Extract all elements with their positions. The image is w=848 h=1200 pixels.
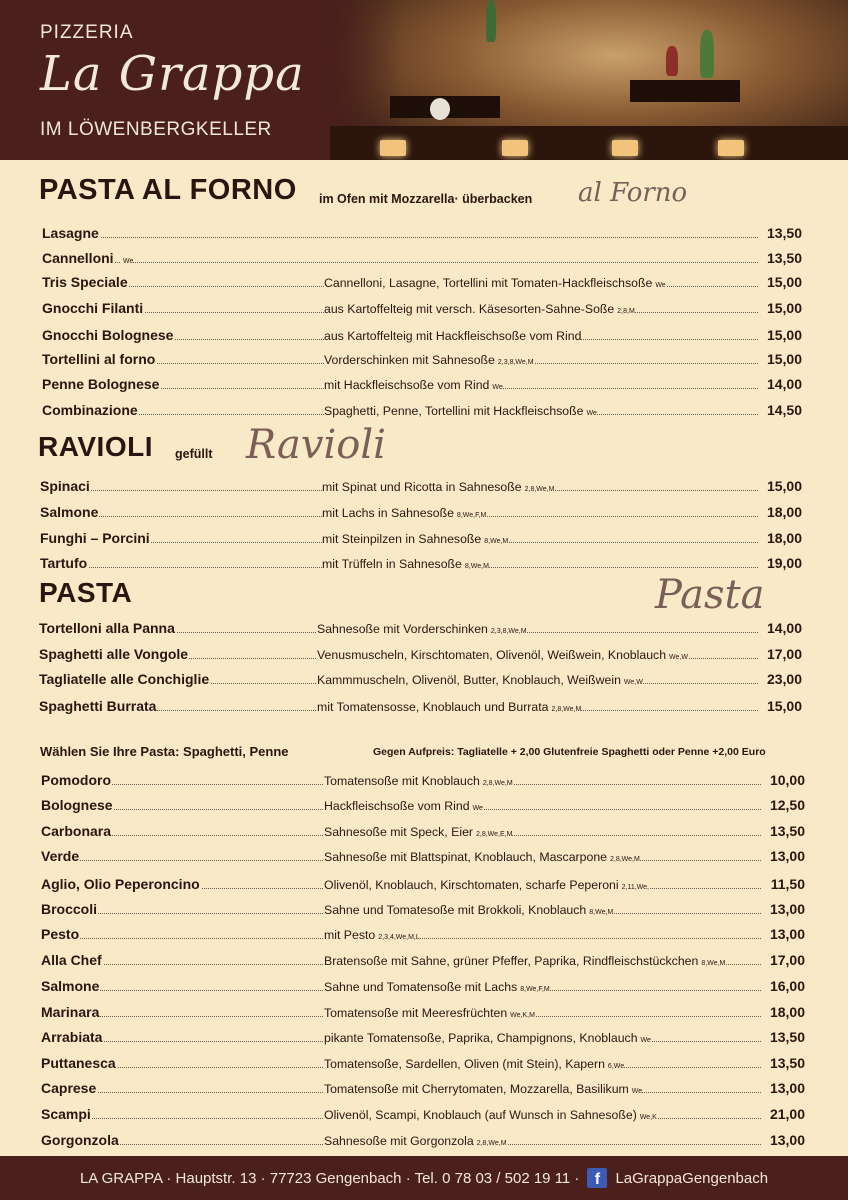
description-text: Venusmuscheln, Kirschtomaten, Olivenöl, Weißwein, Knoblauch: [317, 648, 667, 662]
menu-item: [39, 697, 802, 717]
description-text: Olivenöl, Knoblauch, Kirschtomaten, scharfe Peperoni: [324, 878, 619, 892]
menu-item-description: [324, 903, 613, 917]
allergen-codes: 8,We,F,M: [520, 986, 550, 993]
menu-item-name: Lasagne: [42, 225, 99, 241]
menu-item-name: Aglio, Olio Peperoncino: [41, 876, 200, 892]
allergen-codes: We: [640, 1037, 651, 1044]
description-text: Hackfleischsoße vom Rind: [324, 799, 470, 813]
pasta-choice-label: Wählen Sie Ihre Pasta: Spaghetti, Penne: [40, 744, 289, 759]
script-ravioli: Ravioli: [246, 422, 386, 468]
menu-item-price: 13,00: [769, 901, 805, 917]
description-text: Sahnesoße mit Blattspinat, Knoblauch, Mascarpone: [324, 850, 607, 864]
allergen-codes: 2,8,We,E,M: [476, 831, 513, 838]
menu-item-name: Salmone: [41, 978, 100, 994]
menu-item-description: [324, 353, 534, 367]
allergen-codes: We: [586, 410, 597, 417]
menu-item: [41, 925, 805, 945]
menu-item-price: 21,00: [769, 1106, 805, 1122]
menu-item-name: Carbonara: [41, 823, 112, 839]
menu-item: [39, 619, 802, 639]
menu-item-description: [317, 673, 643, 687]
description-text: mit Pesto: [324, 928, 376, 942]
description-text: Tomatensoße mit Knoblauch: [324, 774, 480, 788]
menu-item-price: 14,50: [766, 402, 802, 418]
menu-item-description: [324, 850, 640, 864]
description-text: Spaghetti, Penne, Tortellini mit Hackfleischsoße: [324, 404, 584, 418]
menu-item: [41, 900, 805, 920]
menu-item-description: [324, 774, 513, 788]
section-subtitle-ravioli: gefüllt: [175, 447, 213, 461]
section-title-pasta: PASTA: [39, 577, 133, 608]
menu-item-name: Gorgonzola: [41, 1132, 119, 1148]
menu-item-price: 23,00: [766, 671, 802, 687]
menu-item-description: [324, 928, 420, 942]
menu-item-name: Spaghetti alle Vongole: [39, 646, 189, 662]
allergen-codes: We,W: [669, 654, 688, 661]
allergen-codes: 2,11,We,: [621, 884, 649, 891]
menu-item-description: [324, 1134, 507, 1148]
description-text: Sahne und Tomatesoße mit Brokkoli, Knoblauch: [324, 903, 587, 917]
menu-item: [41, 977, 805, 997]
menu-item: [41, 1105, 805, 1125]
menu-item-name: Pesto: [41, 926, 80, 942]
allergen-codes: 2,8,We,M: [524, 486, 555, 493]
menu-item: [41, 1054, 805, 1074]
allergen-codes: 8,We,F,M: [456, 512, 487, 519]
menu-item-price: 13,50: [769, 1055, 805, 1071]
allergen-codes: 2,3,8,We,M: [490, 628, 527, 635]
menu-item-price: 14,00: [766, 620, 802, 636]
description-text: mit Hackfleischsoße vom Rind: [324, 378, 490, 392]
menu-item: [41, 796, 805, 816]
menu-item: [41, 1028, 805, 1048]
menu-item-description: [322, 506, 486, 520]
menu-item: [40, 529, 802, 549]
description-text: mit Trüffeln in Sahnesoße: [322, 557, 462, 571]
menu-item: [42, 401, 802, 421]
section-subtitle-forno: im Ofen mit Mozzarella· überbacken: [319, 192, 533, 206]
menu-item-price: 15,00: [766, 300, 802, 316]
menu-item-price: 12,50: [769, 797, 805, 813]
menu-item-description: [324, 1108, 657, 1122]
menu-item-price: 13,00: [769, 848, 805, 864]
menu-item-price: 10,00: [769, 772, 805, 788]
leader-dots: [42, 262, 758, 263]
allergen-codes: We: [123, 258, 134, 265]
menu-item-price: 15,00: [766, 327, 802, 343]
description-text: Tomatensoße, Sardellen, Oliven (mit Stein), Kapern: [324, 1057, 605, 1071]
menu-item-description: [322, 480, 554, 494]
menu-item-description: [324, 1031, 651, 1045]
allergen-codes: 8,We,M: [701, 960, 726, 967]
description-text: Vorderschinken mit Sahnesoße: [324, 353, 495, 367]
menu-item: [41, 1079, 805, 1099]
menu-item-price: 17,00: [766, 646, 802, 662]
description-text: Sahnesoße mit Vorderschinken: [317, 622, 488, 636]
menu-item-name: Tortellini al forno: [42, 351, 156, 367]
menu-item-description: [322, 532, 508, 546]
allergen-codes: We: [492, 384, 503, 391]
leader-dots: [42, 237, 758, 238]
menu-item-description: [324, 954, 725, 968]
section-title-forno: PASTA AL FORNO: [39, 174, 297, 206]
menu-item-name: Spaghetti Burrata: [39, 698, 157, 714]
menu-item-name: Verde: [41, 848, 80, 864]
menu-item-description: [324, 1006, 535, 1020]
menu-item-name: Gnocchi Bolognese: [42, 327, 174, 343]
menu-item-price: 14,00: [766, 376, 802, 392]
menu-item-name: Combinazione: [42, 402, 138, 418]
allergen-codes: 2,8,M: [617, 308, 635, 315]
menu-item-price: 13,50: [769, 1029, 805, 1045]
menu-item-description: [322, 557, 489, 571]
facebook-icon[interactable]: f: [587, 1168, 607, 1188]
menu-item-name: Cannelloni: [42, 250, 114, 266]
menu-item: [41, 822, 805, 842]
menu-item-description: [324, 302, 635, 316]
menu-item-description: [324, 1057, 624, 1071]
menu-item-price: 15,00: [766, 351, 802, 367]
menu-item-price: 13,50: [769, 823, 805, 839]
menu-item-description: [324, 799, 483, 813]
menu-item-name: Scampi: [41, 1106, 91, 1122]
menu-item: [42, 375, 802, 395]
menu-item-name: Caprese: [41, 1080, 97, 1096]
menu-item-name: Tris Speciale: [42, 274, 128, 290]
surcharge-note: Gegen Aufpreis: Tagliatelle + 2,00 Glutenfreie Spaghetti oder Penne +2,00 Euro: [373, 746, 766, 758]
menu-item-name: Puttanesca: [41, 1055, 116, 1071]
description-text: Sahnesoße mit Gorgonzola: [324, 1134, 474, 1148]
allergen-codes: 6,We: [607, 1063, 625, 1070]
menu-item-description: [120, 252, 133, 266]
menu-item: [42, 326, 802, 346]
menu-item-price: 15,00: [766, 478, 802, 494]
menu-item-description: [317, 700, 581, 714]
footer-bar: [0, 1156, 848, 1200]
menu-item-description: [324, 404, 597, 418]
menu-item-price: 18,00: [766, 530, 802, 546]
menu-item-name: Penne Bolognese: [42, 376, 160, 392]
menu-item-price: 13,00: [769, 1132, 805, 1148]
allergen-codes: We,W: [623, 679, 643, 686]
menu-item-description: [324, 378, 503, 392]
menu-item: [41, 951, 805, 971]
menu-item: [41, 1131, 805, 1151]
description-text: aus Kartoffelteig mit versch. Käsesorten-Sahne-Soße: [324, 302, 615, 316]
menu-item-name: Broccoli: [41, 901, 98, 917]
menu-item: [42, 299, 802, 319]
description-text: pikante Tomatensoße, Paprika, Champignons, Knoblauch: [324, 1031, 638, 1045]
menu-item-price: 13,50: [766, 250, 802, 266]
menu-item-name: Arrabiata: [41, 1029, 103, 1045]
section-title-ravioli: RAVIOLI: [38, 431, 153, 462]
menu-item-name: Spinaci: [40, 478, 90, 494]
allergen-codes: We: [655, 282, 666, 289]
menu-item-price: 15,00: [766, 698, 802, 714]
description-text: mit Tomatensosse, Knoblauch und Burrata: [317, 700, 549, 714]
menu-item-name: Funghi – Porcini: [40, 530, 150, 546]
menu-item-price: 17,00: [769, 952, 805, 968]
menu-item-name: Pomodoro: [41, 772, 111, 788]
menu-item-name: Gnocchi Filanti: [42, 300, 144, 316]
menu-item-description: [324, 878, 649, 892]
menu-item-name: Tortelloni alla Panna: [39, 620, 175, 636]
menu-item-name: Marinara: [41, 1004, 100, 1020]
brand-logo: La Grappa: [40, 46, 305, 102]
description-text: mit Spinat und Ricotta in Sahnesoße: [322, 480, 522, 494]
menu-item: [40, 477, 802, 497]
allergen-codes: 2,8,We,M: [482, 780, 513, 787]
menu-item: [42, 224, 802, 244]
menu-item-name: Bolognese: [41, 797, 113, 813]
description-text: Sahne und Tomatensoße mit Lachs: [324, 980, 518, 994]
description-text: Olivenöl, Scampi, Knoblauch (auf Wunsch in Sahnesoße): [324, 1108, 637, 1122]
allergen-codes: 8,We,M: [484, 538, 509, 545]
description-text: Kammmuscheln, Olivenöl, Butter, Knoblauch, Weißwein: [317, 673, 621, 687]
allergen-codes: 2,3,4,We,M,L: [378, 934, 420, 941]
menu-item: [41, 1003, 805, 1023]
menu-item-price: 15,00: [766, 274, 802, 290]
menu-item-description: [317, 622, 527, 636]
menu-item-description: [317, 648, 688, 662]
menu-item: [42, 273, 802, 293]
allergen-codes: 2,3,8,We,M: [497, 359, 534, 366]
footer-address: LA GRAPPA · Hauptstr. 13 · 77723 Gengenbach · Tel. 0 78 03 / 502 19 11 ·: [79, 1169, 580, 1187]
menu-item-price: 11,50: [770, 876, 805, 892]
menu-item-name: Tagliatelle alle Conchiglie: [39, 671, 210, 687]
menu-item-price: 16,00: [769, 978, 805, 994]
header-banner: [0, 0, 848, 160]
brand-subtitle: IM LÖWENBERGKELLER: [40, 119, 272, 140]
menu-item-description: [324, 329, 581, 343]
allergen-codes: 2,8,We,M: [551, 706, 582, 713]
menu-item: [41, 875, 805, 895]
menu-item-description: [324, 1082, 642, 1096]
menu-item-price: 13,50: [766, 225, 802, 241]
menu-item-price: 19,00: [766, 555, 802, 571]
menu-item-description: [324, 276, 666, 290]
menu-item-price: 13,00: [769, 926, 805, 942]
allergen-codes: 8,We,M: [589, 909, 614, 916]
description-text: Bratensoße mit Sahne, grüner Pfeffer, Paprika, Rindfleischstückchen: [324, 954, 699, 968]
description-text: Cannelloni, Lasagne, Tortellini mit Tomaten-Hackfleischsoße: [324, 276, 653, 290]
menu-item-name: Salmone: [40, 504, 99, 520]
menu-item-description: [324, 825, 512, 839]
brand-pizzeria: PIZZERIA: [40, 22, 134, 43]
description-text: mit Steinpilzen in Sahnesoße: [322, 532, 482, 546]
description-text: Tomatensoße mit Meeresfrüchten: [324, 1006, 508, 1020]
allergen-codes: We,K: [639, 1114, 657, 1121]
menu-item: [41, 847, 805, 867]
menu-item-name: Alla Chef: [41, 952, 102, 968]
script-al-forno: al Forno: [578, 178, 688, 208]
allergen-codes: 8,We,M: [464, 563, 489, 570]
menu-item: [39, 645, 802, 665]
description-text: Sahnesoße mit Speck, Eier: [324, 825, 473, 839]
allergen-codes: 2,8,We,M: [476, 1140, 507, 1147]
menu-item-price: 13,00: [769, 1080, 805, 1096]
script-pasta: Pasta: [655, 572, 765, 618]
restaurant-photo: [330, 0, 848, 160]
menu-item-description: [324, 980, 550, 994]
description-text: mit Lachs in Sahnesoße: [322, 506, 454, 520]
menu-item: [42, 350, 802, 370]
menu-item: [41, 771, 805, 791]
facebook-link[interactable]: LaGrappaGengenbach: [615, 1169, 769, 1187]
menu-item-price: 18,00: [766, 504, 802, 520]
allergen-codes: We: [631, 1088, 643, 1095]
menu-item-price: 18,00: [769, 1004, 805, 1020]
description-text: aus Kartoffelteig mit Hackfleischsoße vom Rind: [324, 329, 582, 343]
menu-item: [40, 554, 802, 574]
menu-item-name: Tartufo: [40, 555, 88, 571]
allergen-codes: We,K,M: [510, 1012, 535, 1019]
description-text: Tomatensoße mit Cherrytomaten, Mozzarella, Basilikum: [324, 1082, 629, 1096]
menu-item: [40, 503, 802, 523]
allergen-codes: 2,8,We,M: [610, 856, 640, 863]
allergen-codes: We: [472, 805, 483, 812]
menu-item: [42, 249, 802, 269]
menu-item: [39, 670, 802, 690]
